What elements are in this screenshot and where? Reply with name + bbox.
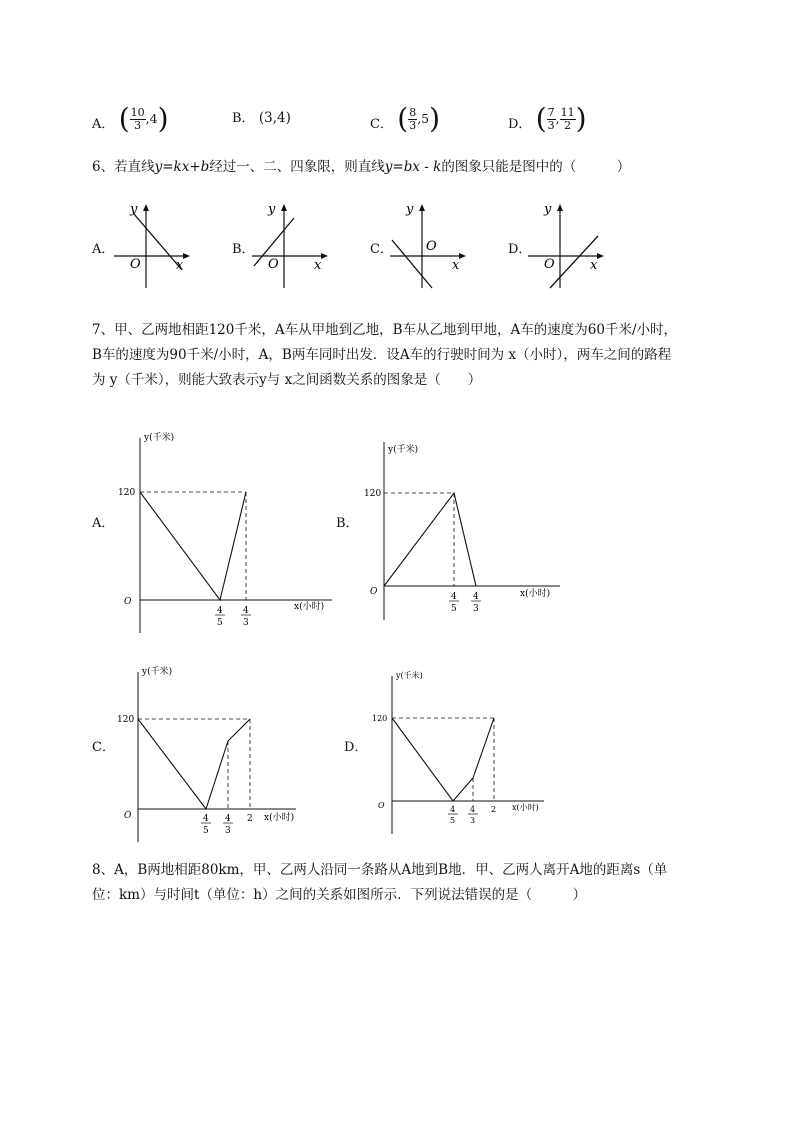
- q6-option-b-label: B．: [232, 242, 255, 257]
- svg-text:y(千米): y(千米): [396, 671, 423, 680]
- q5-option-d-point: ( $\frac{7}{3}$ , $\frac{11}{2}$ ): [535, 102, 587, 135]
- svg-text:2: 2: [247, 814, 253, 824]
- q7-line-3: 为 y（千米），则能大致表示y与 x之间函数关系的图象是（ ）: [92, 372, 482, 388]
- svg-text:y(千米): y(千米): [142, 667, 173, 677]
- svg-text:y(千米): y(千米): [388, 445, 419, 455]
- q6-option-a-label: A．: [92, 242, 115, 257]
- svg-text:O: O: [370, 587, 378, 597]
- q6-graph-c: [388, 200, 468, 292]
- q5-option-b: B． (3,4): [232, 110, 291, 126]
- q7-graph-d: [366, 670, 556, 838]
- svg-text:O: O: [124, 811, 132, 821]
- q5-option-a: [92, 104, 169, 135]
- svg-text:x: x: [176, 258, 184, 273]
- svg-text:x: x: [314, 258, 322, 273]
- svg-text:5: 5: [203, 826, 209, 836]
- q7-line-1: 7、甲、乙两地相距120千米，A车从甲地到乙地，B车从乙地到甲地，A车的速度为60千米/小时，: [92, 322, 678, 338]
- q6-option-d-label: D．: [508, 242, 532, 257]
- svg-text:y: y: [406, 202, 414, 217]
- svg-text:3: 3: [473, 604, 479, 614]
- q7-option-a-label: A．: [92, 516, 115, 531]
- svg-text:3: 3: [225, 826, 231, 836]
- q5-option-b-point: (3,4): [258, 110, 291, 126]
- q5-option-c: C． ( $\frac{8}{3}$ , 5 ): [370, 102, 441, 135]
- q5-option-d: D． ( $\frac{7}{3}$ , $\frac{11}{2}$ ): [508, 102, 587, 135]
- svg-text:4: 4: [225, 814, 231, 824]
- q7-option-d-label: D．: [344, 740, 368, 755]
- svg-text:y: y: [130, 202, 138, 217]
- svg-text:120: 120: [118, 488, 136, 498]
- svg-text:120: 120: [372, 714, 388, 723]
- q7-line-2: B车的速度为90千米/小时，A，B两车同时出发．设A车的行驶时间为 x（小时），两车之间的路程: [92, 347, 672, 363]
- svg-text:O: O: [268, 257, 279, 272]
- svg-text:4: 4: [217, 606, 223, 616]
- q6-graph-d: [526, 200, 606, 292]
- svg-text:O: O: [426, 239, 437, 254]
- svg-text:2: 2: [491, 805, 497, 814]
- q5-option-c-point: ( $\frac{8}{3}$ , 5 ): [397, 102, 441, 135]
- q7-option-b-label: B．: [336, 516, 359, 531]
- q6-graph-a: [112, 200, 192, 292]
- q5-option-a-point: ( $\frac{10}{3}$ , 4 ): [118, 102, 169, 135]
- svg-text:4: 4: [203, 814, 209, 824]
- q6-graph-b: [250, 200, 330, 292]
- q8-line-2: 位：km）与时间t（单位：h）之间的关系如图所示．下列说法错误的是（ ）: [92, 887, 587, 903]
- q7-option-c-label: C．: [92, 740, 115, 755]
- svg-text:O: O: [130, 257, 141, 272]
- q5-option-a-label: A．: [92, 117, 115, 132]
- svg-text:4: 4: [473, 592, 479, 602]
- svg-text:x: x: [590, 258, 598, 273]
- svg-text:3: 3: [243, 618, 249, 628]
- svg-text:y: y: [268, 202, 276, 217]
- svg-text:4: 4: [470, 805, 476, 814]
- svg-text:120: 120: [117, 715, 135, 725]
- q8-line-1: 8、A，B两地相距80km，甲、乙两人沿同一条路从A地到B地．甲、乙两人离开A地的距离s（单: [92, 862, 668, 878]
- svg-text:O: O: [544, 257, 555, 272]
- svg-text:3: 3: [470, 816, 476, 825]
- q6-option-c-label: C．: [370, 242, 393, 257]
- svg-text:y: y: [544, 202, 552, 217]
- svg-text:5: 5: [451, 604, 457, 614]
- svg-text:x(小时): x(小时): [512, 803, 539, 812]
- svg-text:x(小时): x(小时): [264, 813, 295, 823]
- svg-text:4: 4: [243, 606, 249, 616]
- svg-text:5: 5: [217, 618, 223, 628]
- svg-text:O: O: [124, 597, 132, 607]
- svg-text:x: x: [452, 258, 460, 273]
- svg-text:120: 120: [364, 489, 382, 499]
- q7-graph-b: [358, 434, 568, 624]
- svg-text:O: O: [378, 801, 385, 810]
- q6-question: 6、若直线y=kx+b经过一、二、四象限，则直线y=bx - k的图象只能是图中的（ ）: [92, 159, 631, 175]
- q7-graph-a: [110, 428, 340, 638]
- q7-graph-c: [110, 664, 310, 846]
- svg-text:4: 4: [451, 592, 457, 602]
- svg-text:4: 4: [450, 805, 456, 814]
- svg-text:5: 5: [450, 816, 456, 825]
- svg-text:x(小时): x(小时): [520, 589, 551, 599]
- svg-text:y(千米): y(千米): [144, 433, 175, 443]
- svg-text:x(小时): x(小时): [294, 602, 325, 612]
